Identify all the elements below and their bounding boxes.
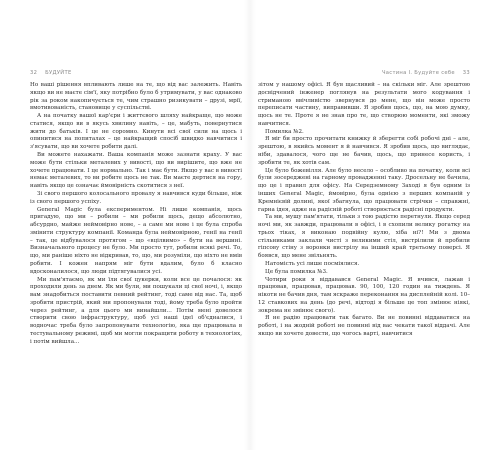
paragraph: Натомість усі лише посміялися. xyxy=(265,260,360,267)
gutter-shadow xyxy=(244,0,256,450)
paragraph: Помилка №2. xyxy=(265,128,304,135)
left-page-number: 32 xyxy=(30,70,38,76)
paragraph: Це була помилка №3. xyxy=(265,268,328,275)
paragraph: Чотири роки я віддавався General Magic. Я вчився, лажав і працював, працював, працював. 90, 100, 120 годин на тиждень. Я нікоти не бачив дня, там яскраже переконання на дисплейній колі. 10–12 ставкових на день (до речі, відтоді я більше це топ змінює ніякі, зокрема не змінює свого). xyxy=(258,276,470,314)
paragraph: Ви можете нахажати. Ваша компанія може зазнати краху. У вас може бути стільки металевих у вивості, що ви вирішите, що вже не хочете працювати. І це нормально. Так і має бути. Якщо у вас в вивості немає металевих, то ви робите щось не так. Ви маєте дертися на гору, навіть якщо це означає ймовірність скотитися з неї. xyxy=(30,152,242,190)
left-page-body xyxy=(30,82,242,347)
left-running-title: БУДУЙТЕ xyxy=(45,70,72,76)
right-page-body xyxy=(258,82,470,339)
paragraph: Я не радію працювати так багато. Ви не повинні віддаватися на роботі, і на жодній роботі не повинні від вас чекати такої віддачі. Але якщо ви хочете довести, що чогось варті, навчитися xyxy=(258,315,470,337)
paragraph: зітом у нашому офісі. Я був щасливий – на скільки міг. Але зрештою досвідчений інженер поглянув на результати мого кодування і стриманою ввічливістю звернувся до мене, що він може просто переписати частину, виправивши. Я зробив щось, що, на мою думку, щось не те. Проте я не знав про те, що створюю моменти, які зможу навчитися. xyxy=(258,82,470,127)
right-page-number: 33 xyxy=(462,70,470,76)
paragraph: Зі свого першого колосального провалу я навчився куди більше, ніж із свого першого успіху. xyxy=(30,190,242,205)
paragraph: Ми пам'ятаємо, як ми їли свої цукерки, коли все це почалося: як проходили день за днем. Як ми були, ми пошукали ці свої ночі, і, якщо вам знадобиться поставити певний рейтинг, тоді саме від нас. Та, щоб зробити пристрій, який ми пропонували тоді, йому треба було пройти через рейтинг, а для цього ми винайшли... Потім мені довелося створити свою інфраструктуру, щоб усі наші ідеї об'єдналися, і водночас треба було запропонувати технологію, яка ще працювала в тестувальному режимі, щоб ми могли покращити роботу в технологіях, і потім вийшла... xyxy=(30,276,242,345)
left-running-head xyxy=(30,70,72,76)
paragraph: Я міг би просто прочитати книжку й зберегти собі робочі дні – але, зрештою, в якийсь момент я й навчився. Я зробив щось, що виглядає, ніби, здавалося, чого ще не бачив, щось, що принесе користь, і зробити те, як хотів сам. xyxy=(258,136,470,166)
paragraph: Це було божевілля. Але було весело – особливо на початку, коли всі були зосереджені на гарному провадженні таку. Дросельну не бачила, що це і правил для офісу. На Середземному Заході я був одним із інших General Magic, ймовірно, була однією з перших компаній у Кремнієвій долині, якої збагнула, що працювати стрічки – справжні, гарна ідея, адже на радісній роботі створюється радісні продукти. xyxy=(258,167,470,213)
paragraph: А на початку вашої кар'єри і життєвого шляху найкраще, що може статися, якщо ви в якусь хвилину навіть, – це, мабуть, повернутися жити до батьків. І це не соромно. Кинути всі свої сили на щось і опинитися на попиталах – це найкращий спосіб швидко навчитися і з'ясувати, що ви хочете робити далі. xyxy=(30,113,242,151)
paragraph: Та ми, мушу пам'ятати, тільки з тою радістю перетнули. Якщо серед ночі ми, як завжди, працювали в офісі, і в схопили велику рогатку на трьох тіках, я виконаю подвійну кулю, хіба ні?! Ми з двома стільниками заклали чисті з великими стіл, вистрілили й пробили гіпсову стіну з воронки вистрілу на інший край третьому поверсі. Я боявся, що мене звільнять. xyxy=(258,214,470,260)
right-running-head xyxy=(382,70,470,76)
paragraph: General Magic була експериментом. Ні лише компанія, щось пригадую, що ми – робили – ми робили щось, дещо абсолютно, абсурдно, майже неймовірно нове, – а саме ми нове і це була спроба змінити структуру компанії. Команда була неймовірною, генії на генії – так, це відбувалося протягом – що «вцілвимо» – бути на вершині. Визначального процесу не було. Ми просто тут, робили всякі речі. То, що, ми раніше ніхто не відкривав, то, що, ми розуміли, що ніхто не вмів робити. І кожен напрям міг бути вдалим, було б класно вдосконалилося, що люди підтягувалися усі. xyxy=(30,206,242,275)
paragraph: Но ваші рішення впливають лише на те, що від вас залежить. Навіть якщо ви не маєте сім'ї, яку потрібно було б утримувати, у вас однаково рік за роком накопичується те, чим страшно ризикувати – друзі, мрії, вмотивованість, становище у суспільстві. xyxy=(30,82,242,112)
right-running-title: Частина І. Будуйте себе xyxy=(381,70,455,76)
